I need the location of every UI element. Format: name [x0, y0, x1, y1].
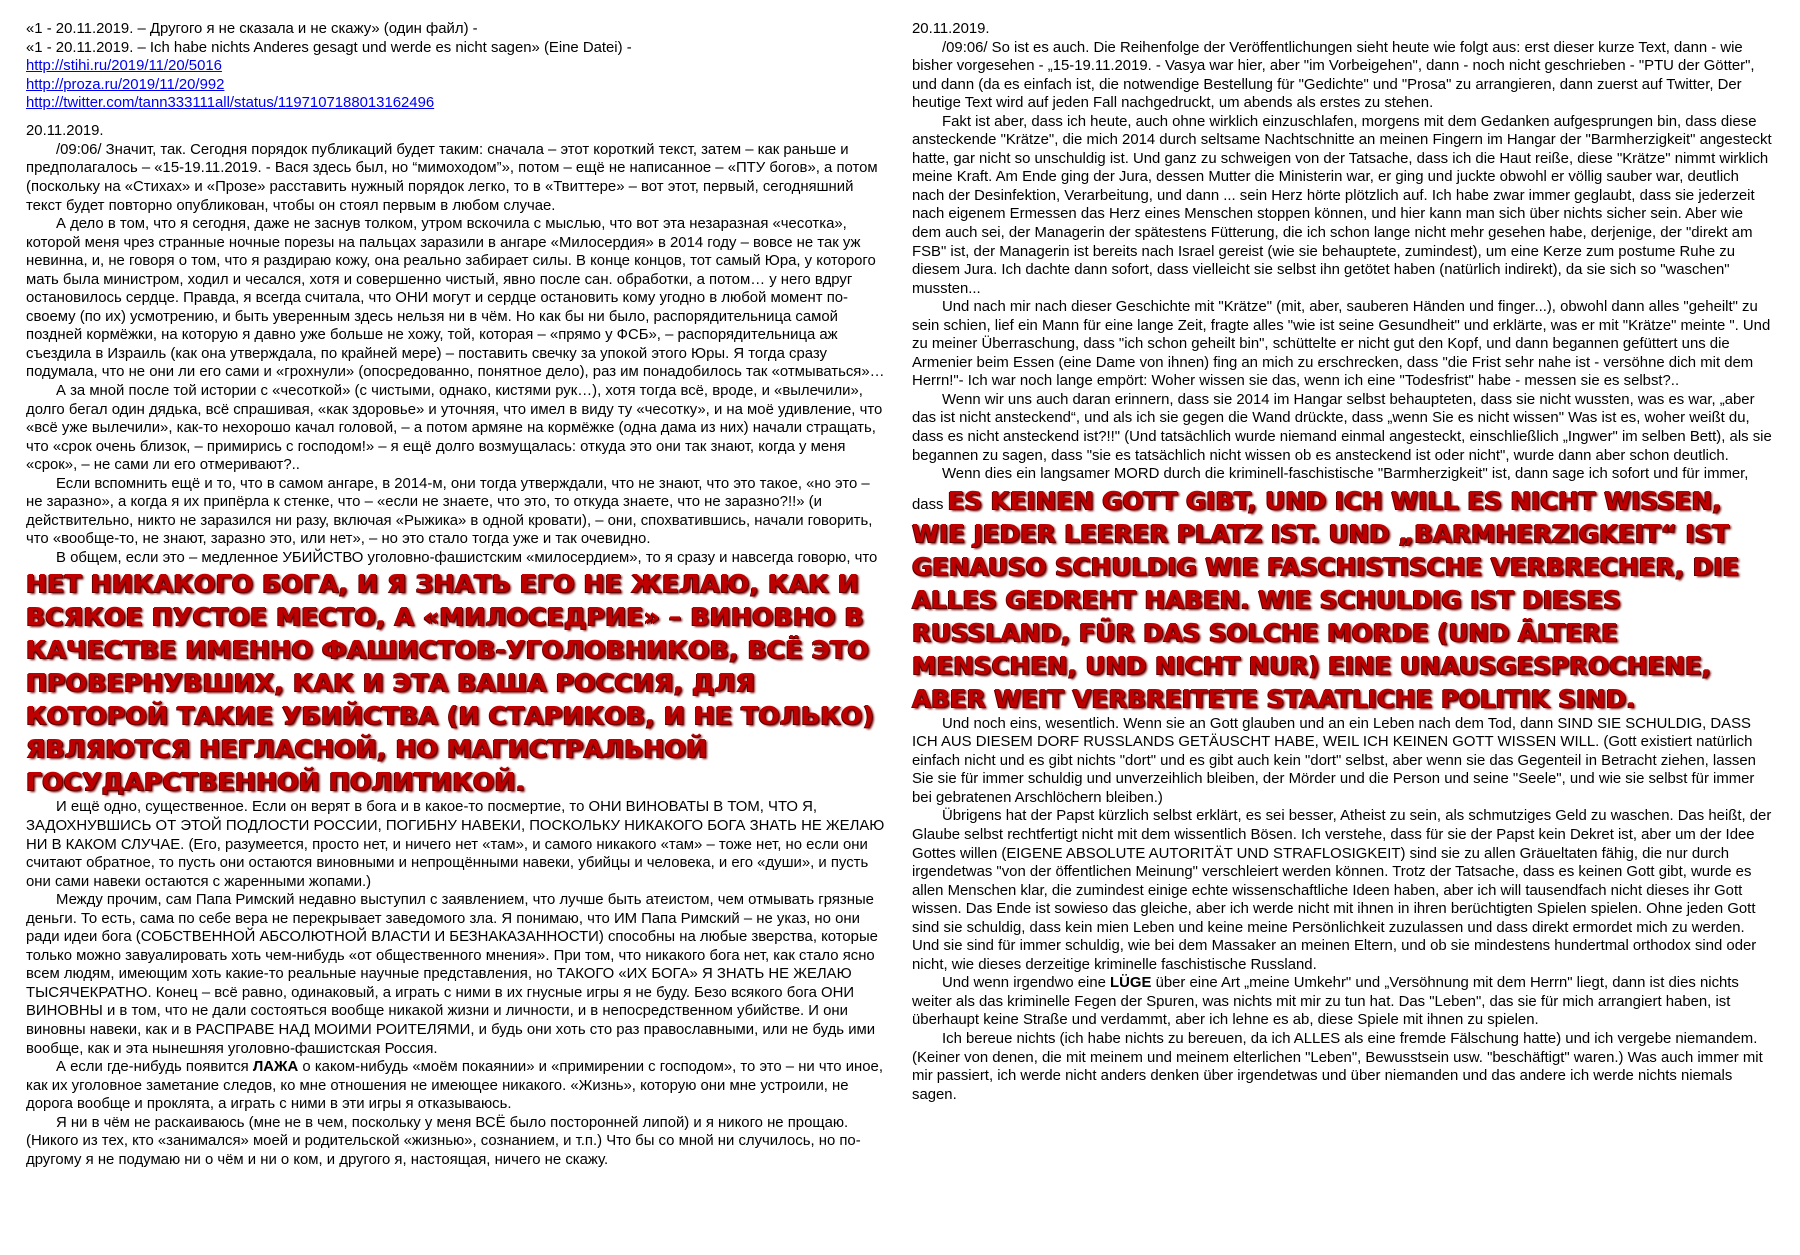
file-title-ru: «1 - 20.11.2019. – Другого я не сказала и не скажу» (один файл) -	[26, 21, 478, 37]
paragraph-ru-3: А за мной после той истории с «чесоткой» (с чистыми, однако, кистями рук…), хотя тогда всё, вроде, и «вылечили», долго бегал один дядька, всё спрашивая, «как здоровье» и уточняя, что имел в виду ту «чесотку», и на моё удивление, что «всё уже вылечили», как-то нехорошо качал головой, – а потом армяне на кормёжке (одна дама из них) начали стращать, что «срок очень близок, – примирись с господом!» – я ещё долго возмущалась: откуда это они так знают, когда у меня «срок», – не сами ли его отмеривают?..	[26, 382, 883, 474]
paragraph-ru-4: Если вспомнить ещё и то, что в самом ангаре, в 2014-м, они тогда утверждали, что не знают, что это такое, «но это – не заразно», а когда я их припёрла к стенке, что – «если не знаете, что это, то откуда знаете, что не заразно?!!» (и действительно, никто не заразился ни разу, включая «Рыжика» в одной кровати), – они, спохватившись, начали говорить, что «вообще-то, не знают, заразно это, или нет», – но это стало тогда уже и так очевидно.	[26, 475, 873, 548]
paragraph-de-3: Und nach mir nach dieser Geschichte mit "Krätze" (mit, aber, sauberen Händen und finger...), obwohl dann alles "geheilt" zu sein schien, lief ein Mann für eine lange Zeit, fragte alles "wie ist seine Gesundheit" und erklärte, was er mit "Krätze" meinte ". Und zu meiner Überraschung, dass "ich schon geheilt bin", schüttelte er nicht gut den Kopf, und dann begannen gefüttert uns die Armenier beim Essen (eine Dame von ihnen) fing an mich zu erschrecken, dass "die Frist sehr nahe ist - versöhne dich mit dem Herrn!"- Ich war noch lange empört: Woher wissen sie das, wenn ich eine "Todesfrist" habe - messen sie es selbst?..	[912, 299, 1771, 390]
file-title-de: «1 - 20.11.2019. – Ich habe nichts Anderes gesagt und werde es nicht sagen» (Eine Datei) -	[26, 39, 632, 56]
paragraph-de-5	[912, 465, 1774, 715]
shout-ru: НЕТ НИКАКОГО БОГА, И Я ЗНАТЬ ЕГО НЕ ЖЕЛАЮ, КАК И ВСЯКОЕ ПУСТОЕ МЕСТО, А «МИЛОСЕДРИЕ» – ВИНОВНО В КАЧЕСТВЕ ИМЕННО ФАШИСТОВ-УГОЛОВНИКОВ, ВСЁ ЭТО ПРОВЕРНУВШИХ, КАК И ЭТА ВАША РОССИЯ, ДЛЯ КОТОРОЙ ТАКИЕ УБИЙСТВА (И СТАРИКОВ, И НЕ ТОЛЬКО) ЯВЛЯЮТСЯ НЕГЛАСНОЙ, НО МАГИСТРАЛЬНОЙ ГОСУДАРСТВЕННОЙ ПОЛИТИКОЙ.	[26, 569, 875, 797]
paragraph-ru-2: А дело в том, что я сегодня, даже не заснув толком, утром вскочила с мыслью, что вот эта незаразная «чесотка», которой меня чрез странные ночные порезы на пальцах заразили в ангаре «Милосердия» в 2014 году – вовсе не так уж невинна, и, не говоря о том, что я раздираю кожу, она реально забирает силы. В конце концов, тот самый Юра, у которого мать была министром, ходил и чесался, хотя и совершенно чистый, явно после сан. обработки, а потом… у него вдруг остановилось сердце. Правда, я всегда считала, что ОНИ могут и сердце остановить кому угодно в любой момент по-своему (по их) усмотрению, и быть уверенным здесь нельзя ни в чём. Но как бы ни было, распорядительница самой поздней кормёжки, на которую я давно уже больше не хожу, той, которая – «прямо у ФСБ», – распорядительница аж съездила в Израиль (как она утверждала, по крайней мере) – поставить свечку за упокой этого Юры. Я тогда сразу подумала, что не они ли его сами и «грохнули» (опосредованно, понятное дело), раз им понадобилось так «отмываться»…	[26, 216, 885, 381]
paragraph-de-1: /09:06/ So ist es auch. Die Reihenfolge der Veröffentlichungen sieht heute wie folgt aus: erst dieser kurze Text, dann - wie bisher vorgesehen - „15-19.11.2019. - Vasya war hier, aber "im Vorbeigehen", dann - noch nicht geschrieben - "PTU der Götter", und dann (da es einfach ist, die notwendige Bestellung für "Gedichte" und "Prosa" zu arrangieren, dann zuerst auf Twitter, Der heutige Text wird auf jeden Fall nachgedruckt, um abends als erstes zu stehen.	[912, 39, 1755, 112]
paragraph-de-8-a: Und wenn irgendwo eine	[942, 975, 1106, 992]
paragraph-de-4: Wenn wir uns auch daran erinnern, dass sie 2014 im Hangar selbst behaupteten, dass sie nicht wussten, was es war, „aber das ist nicht ansteckend“, und als ich sie gegen die Wand drückte, dass „wenn Sie es nicht wissen" Was ist es, woher weißt du, dass es nicht ansteckend ist?!!" (Und tatsächlich wurde niemand einmal angesteckt, einschließlich „Ingwer" im selben Bett), als sie begannen zu sagen, dass "sie es tatsächlich nicht wissen ob es ansteckend ist oder nicht", wurde dann aber schon deutlich.	[912, 391, 1772, 464]
paragraph-de-8-bold: LÜGE	[1110, 975, 1152, 992]
link-proza[interactable]: http://proza.ru/2019/11/20/992	[26, 76, 225, 93]
paragraph-de-2: Fakt ist aber, dass ich heute, auch ohne wirklich einzuschlafen, morgens mit dem Gedanken aufgesprungen bin, dass diese ansteckende "Krätze", die mich 2014 durch seltsame Nachtschnitte an meinen Fingern im Hangar der "Barmherzigkeit" angesteckt hatte, gar nicht so unschuldig ist. Und ganz zu schweigen von der Tatsache, dass ich die Haut reiße, diese "Krätze" nimmt wirklich meine Kraft. Am Ende ging der Jura, dessen Mutter die Ministerin war, er ging und juckte obwohl er völlig sauber war, deutlich nach der Desinfektion, Verarbeitung, und dann ... sein Herz hörte plötzlich auf. Ich habe zwar immer geglaubt, dass sie jederzeit nach eigenem Ermessen das Herz eines Menschen stoppen können, und hier kann man sich über nichts sicher sein. Aber wie dem auch sei, der Managerin der spätestens Fütterung, die ich schon lange nicht mehr gesehen habe, derjenige, der "direkt am FSB" ist, der Managerin ist bereits nach Israel gereist (wie sie behauptete, zumindest), um eine Kerze zum postume Ruhe zu diesem Jura. Ich dachte dann sofort, dass vielleicht sie selbst ihn getötet haben (natürlich indirekt), da sie sich so "waschen" mussten...	[912, 113, 1772, 297]
german-column	[912, 20, 1774, 1104]
paragraph-ru-8-a: А если где-нибудь появится	[56, 1059, 249, 1076]
paragraph-de-8	[912, 974, 1774, 1030]
paragraph-ru-1: /09:06/ Значит, так. Сегодня порядок публикаций будет таким: сначала – этот короткий текст, затем – как раньше и предполагалось – «15-19.11.2019. - Вася здесь был, но “мимоходом”», потом – ещё не написанное – «ПТУ богов», а потом (поскольку на «Стихах» и «Прозе» расставить нужный порядок легко, то в «Твиттере» – вот этот, первый, сегодняшний текст будет повторно опубликован, чтобы он стоял первым в любом случае.	[26, 141, 878, 214]
date-ru: 20.11.2019.	[26, 123, 104, 140]
paragraph-ru-6: И ещё одно, существенное. Если он верят в бога и в какое-то посмертие, то ОНИ ВИНОВАТЫ В ТОМ, ЧТО Я, ЗАДОХНУВШИСЬ ОТ ЭТОЙ ПОДЛОСТИ РОССИИ, ПОГИБНУ НАВЕКИ, ПОСКОЛЬКУ НИКАКОГО БОГА ЗНАТЬ НЕ ЖЕЛАЮ НИ В КАКОМ СЛУЧАЕ. (Его, разумеется, просто нет, и ничего нет «там», и самого никакого «там» – тоже нет, но если они считают обратное, то пусть они остаются виновными и непрощёнными навеки, убийцы и человека, и его «души», и пусть они сами навеки остаются с жаренными жопами.)	[26, 799, 885, 890]
paragraph-ru-9: Я ни в чём не раскаиваюсь (мне не в чем, поскольку у меня ВСЁ было посторонней липой) и я никого не прощаю. (Никого из тех, кто «занимался» моей и родительской «жизнью», сознанием, и т.п.) Что бы со мной ни случилось, но по-другому я не подумаю ни о чём и ни о ком, и другого я, настоящая, ничего не скажу.	[26, 1114, 861, 1168]
paragraph-ru-8-b: о каком-нибудь «моём покаянии» и «примирении с господом», то это – ни что иное, как их уголовное заметание следов, ко мне отношения не имеющее никакого. «Жизнь», которую они мне устроили, не дорога вообще и проклята, а играть с ними в эти игры я отказываюсь.	[26, 1059, 883, 1113]
paragraph-ru-8-bold: ЛАЖА	[252, 1059, 299, 1076]
paragraph-de-9: Ich bereue nichts (ich habe nichts zu bereuen, da ich ALLES als eine fremde Fälschung hatte) und ich vergebe niemandem. (Keiner von denen, die mit meinem und meinem elterlichen "Leben", Bewusstsein usw. "beschäftigt" waren.) Was auch immer mit mir passiert, ich werde nicht anders denken über irgendetwas und über niemanden und das andere ich werde nichts niemals sagen.	[912, 1030, 1763, 1103]
link-twitter[interactable]: http://twitter.com/tann333111all/status/1197107188013162496	[26, 94, 435, 111]
paragraph-de-7: Übrigens hat der Papst kürzlich selbst erklärt, es sei besser, Atheist zu sein, als schmutziges Geld zu waschen. Das heißt, der Glaube selbst rechtfertigt nicht mit dem wissentlich Bösen. Ich verstehe, dass für sie der Papst kein Dekret ist, aber um der Idee Gottes willen (EIGENE ABSOLUTE AUTORITÄT UND STRAFLOSIGKEIT) sind sie zu allen Gräueltaten fähig, die nur durch irgendetwas "von der öffentlichen Meinung" verschleiert werden können. Trotz der Tatsache, dass es keinen Gott gibt, wurde es allen Menschen klar, die zumindest einige echte wissenschaftliche Ideen haben, aber ich will tausendfach nicht dieses ihr Gott wissen. Das Ende ist sowieso das gleiche, aber ich werde nicht mit ihnen in ihren berüchtigten Spielen spielen. Ohne jeden Gott sind sie schuldig, dass kein mien Leben und keine meine Persönlichkeit zuzulassen und dass direkt ermordet mich zu werden. Und sie sind für immer schuldig, wie bei dem Massaker an meinen Eltern, und ob sie mindestens hundertmal orthodox sind oder nicht, wie dieses derzeitige kriminelle faschistische Russland.	[912, 808, 1772, 973]
russian-column	[26, 20, 888, 1169]
paragraph-ru-5-intro: В общем, если это – медленное УБИЙСТВО уголовно-фашистским «милосердием», то я сразу и навсегда говорю, что	[56, 549, 878, 566]
date-de: 20.11.2019.	[912, 21, 990, 37]
link-stihi[interactable]: http://stihi.ru/2019/11/20/5016	[26, 58, 222, 75]
paragraph-de-5-intro: Wenn dies ein langsamer MORD durch die kriminell-faschistische "Barmherzigkeit" ist, dann sage ich sofort und für immer, dass	[912, 466, 1749, 513]
paragraph-de-8-b: über eine Art „meine Umkehr" und „Versöhnung mit dem Herrn" liegt, dann ist dies nichts weiter als das kriminelle Fegen der Spuren, was nichts mit mir zu tun hat. Das "Leben", das sie für mich arrangiert haben, ist überhaupt keine Straße und verdammt, aber ich lehne es ab, diese Spiele mit ihnen zu spielen.	[912, 975, 1739, 1029]
paragraph-ru-7: Между прочим, сам Папа Римский недавно выступил с заявлением, что лучше быть атеистом, чем отмывать грязные деньги. То есть, сама по себе вера не перекрывает заведомого зла. Я понимаю, что ИМ Папа Римский – не указ, но они ради идеи бога (СОБСТВЕННОЙ АБСОЛЮТНОЙ ВЛАСТИ И БЕЗНАКАЗАННОСТИ) способны на любые зверства, которые только можно завуалировать хоть чем-нибудь «от общественного мнения». При том, что никакого бога нет, как стало ясно всем людям, имеющим хоть какие-то реальные научные представления, но ТАКОГО «ИХ БОГА» Я ЗНАТЬ НЕ ЖЕЛАЮ ТЫСЯЧЕКРАТНО. Конец – всё равно, одинаковый, а играть с ними в их гнусные игры я не буду. Безо всякого бога ОНИ ВИНОВНЫ и в том, что не дали состояться вообще никакой жизни и личности, и в непосредственном убийстве. И они виновны навеки, как и в РАСПРАВЕ НАД МОИМИ РОИТЕЛЯМИ, и будь они хоть сто раз православными, или не будь ими вообще, как и эта нынешняя уголовно-фашистская Россия.	[26, 892, 878, 1057]
paragraph-ru-5	[26, 549, 888, 799]
shout-de: ES KEINEN GOTT GIBT, UND ICH WILL ES NICHT WISSEN, WIE JEDER LEERER PLATZ IST. UND „BARMHERZIGKEIT“ IST GENAUSO SCHULDIG WIE FASCHISTISCHE VERBRECHER, DIE ALLES GEDREHT HABEN. WIE SCHULDIG IST DIESES RUSSLAND, FÜR DAS SOLCHE MORDE (UND ÄLTERE MENSCHEN, UND NICHT NUR) EINE UNAUSGESPROCHENE, ABER WEIT VERBREITETE STAATLICHE POLITIK SIND.	[912, 485, 1740, 713]
paragraph-de-6: Und noch eins, wesentlich. Wenn sie an Gott glauben und an ein Leben nach dem Tod, dann SIND SIE SCHULDIG, DASS ICH AUS DIESEM DORF RUSSLANDS GETÄUSCHT HABE, WEIL ICH KEINEN GOTT WISSEN WILL. (Gott existiert natürlich einfach nicht und es gibt nichts "dort" und es gibt auch kein "dort" selbst, aber wenn sie das Gegenteil in Betracht ziehen, lassen Sie sie für immer schuldig und unverzeihlich bleiben, der Mörder und die Person und seine "Seele", und wie sie selbst für immer bei gebratenen Arschlöchern bleiben.)	[912, 715, 1756, 806]
paragraph-ru-8	[26, 1058, 888, 1114]
